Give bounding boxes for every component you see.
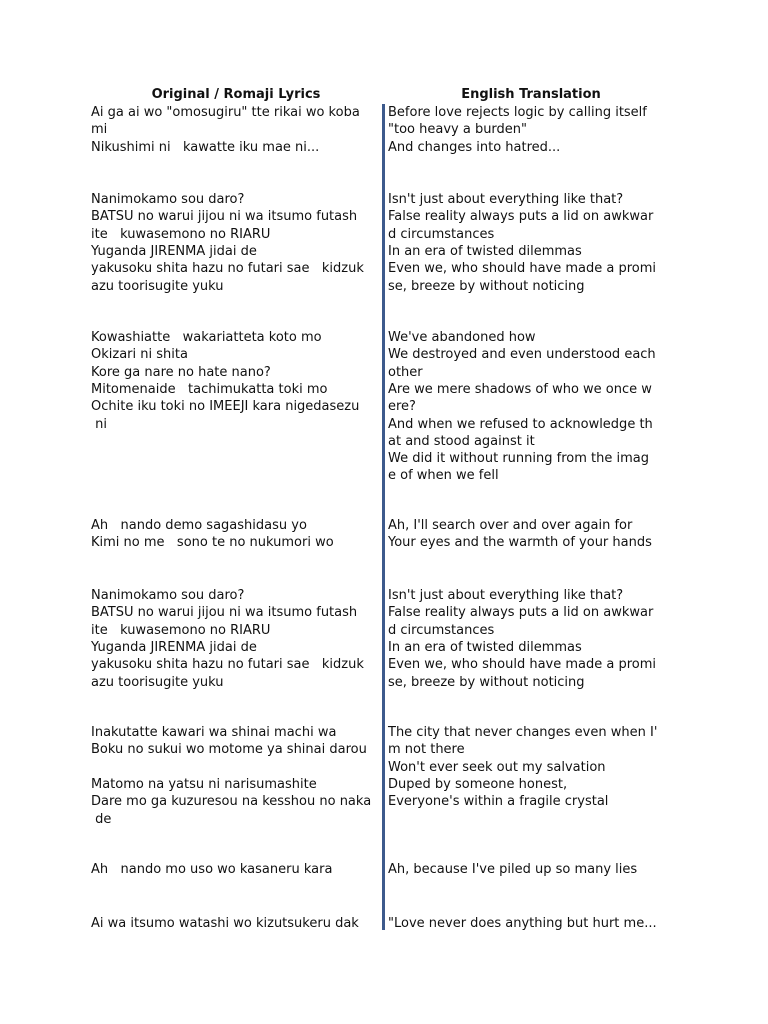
lyric-line-original: Boku no sukui wo motome ya shinai darou [91,742,367,758]
lyric-line-original: Mitomenaide tachimukatta toki mo [91,381,328,397]
lyric-line-translation: Everyone's within a fragile crystal [388,794,609,810]
lyric-line-translation: Isn't just about everything like that? [388,588,624,603]
lyric-line-original: Matomo na yatsu ni narisumashite [91,776,317,792]
lyric-line-translation: Your eyes and the warmth of your hands [388,535,652,551]
lyric-line-translation: In an era of twisted dilemmas [388,243,582,259]
original-lyrics-header: Original / Romaji Lyrics [151,87,321,102]
lyric-line-original: mi [91,122,108,138]
lyric-line-translation: Ah, because I've piled up so many lies [388,862,638,877]
lyric-line-original: Yuganda JIRENMA jidai de [91,639,257,655]
lyric-line-translation: Even we, who should have made a promi [388,261,657,277]
lyric-line-original: Kowashiatte wakariatteta koto mo [91,330,322,345]
lyric-line-original: de [91,811,112,827]
lyric-line-translation: Are we mere shadows of who we once w [388,381,652,397]
lyric-line-translation: And changes into hatred... [388,139,561,155]
lyric-line-original: azu toorisugite yuku [91,278,224,294]
lyric-line-translation: other [388,364,423,380]
lyric-line-original: Ochite iku toki no IMEEJI kara nigedasezu [91,399,360,415]
lyric-line-original: Nanimokamo sou daro? [91,588,245,603]
lyric-line-original: ite kuwasemono no RIARU [91,622,271,638]
lyric-line-translation: "Love never does anything but hurt me... [388,916,657,931]
lyric-line-translation: "too heavy a burden" [388,122,528,138]
lyric-line-original: Inakutatte kawari wa shinai machi wa [91,725,337,740]
lyric-line-original: Ai wa itsumo watashi wo kizutsukeru dak [91,916,359,931]
lyric-line-original: Nanimokamo sou daro? [91,192,245,207]
lyric-line-original: azu toorisugite yuku [91,674,224,690]
lyric-line-translation: We've abandoned how [388,330,536,345]
lyric-line-original: Dare mo ga kuzuresou na kesshou no naka [91,794,372,810]
lyric-line-original: yakusoku shita hazu no futari sae kidzuk [91,657,364,673]
lyric-line-translation: Ah, I'll search over and over again for [388,518,633,533]
lyric-line-translation: Even we, who should have made a promi [388,657,657,673]
lyric-line-translation: ere? [388,399,416,415]
lyric-line-original: BATSU no warui jijou ni wa itsumo futash [91,605,358,621]
lyric-line-translation: Won't ever seek out my salvation [388,759,606,775]
lyric-line-translation: d circumstances [388,226,495,242]
lyric-line-original: Ah nando demo sagashidasu yo [91,518,307,533]
lyric-line-translation: e of when we fell [388,468,499,484]
lyric-line-original: BATSU no warui jijou ni wa itsumo futash [91,209,358,225]
lyric-line-original: Kore ga nare no hate nano? [91,364,271,380]
lyric-line-original: Ah nando mo uso wo kasaneru kara [91,862,333,877]
lyric-line-translation: False reality always puts a lid on awkwar [388,605,654,621]
lyric-line-translation: We destroyed and even understood each [388,347,656,363]
lyric-line-translation: Before love rejects logic by calling itself [388,105,647,120]
lyric-line-translation: m not there [388,742,465,758]
column-divider [382,104,385,930]
lyric-line-original: Okizari ni shita [91,347,188,363]
lyric-line-translation: d circumstances [388,622,495,638]
lyric-line-translation: Isn't just about everything like that? [388,192,624,207]
lyric-line-translation: se, breeze by without noticing [388,278,585,294]
lyric-line-translation: In an era of twisted dilemmas [388,639,582,655]
lyric-line-original: Nikushimi ni kawatte iku mae ni... [91,139,320,155]
lyric-line-original: Ai ga ai wo "omosugiru" tte rikai wo koba [91,105,360,120]
lyric-line-original: ni [91,416,107,432]
lyric-line-translation: se, breeze by without noticing [388,674,585,690]
lyric-line-translation: We did it without running from the imag [388,451,649,467]
lyric-line-original: Yuganda JIRENMA jidai de [91,243,257,259]
lyric-line-original: Kimi no me sono te no nukumori wo [91,535,334,551]
lyric-line-translation: False reality always puts a lid on awkwar [388,209,654,225]
lyric-line-translation: Duped by someone honest, [388,776,568,792]
lyric-line-original: yakusoku shita hazu no futari sae kidzuk [91,261,364,277]
lyric-line-translation: And when we refused to acknowledge th [388,416,653,432]
lyric-line-translation: The city that never changes even when I' [388,725,658,740]
translation-header: English Translation [461,87,601,102]
lyric-line-original: ite kuwasemono no RIARU [91,226,271,242]
lyric-line-translation: at and stood against it [388,433,535,449]
